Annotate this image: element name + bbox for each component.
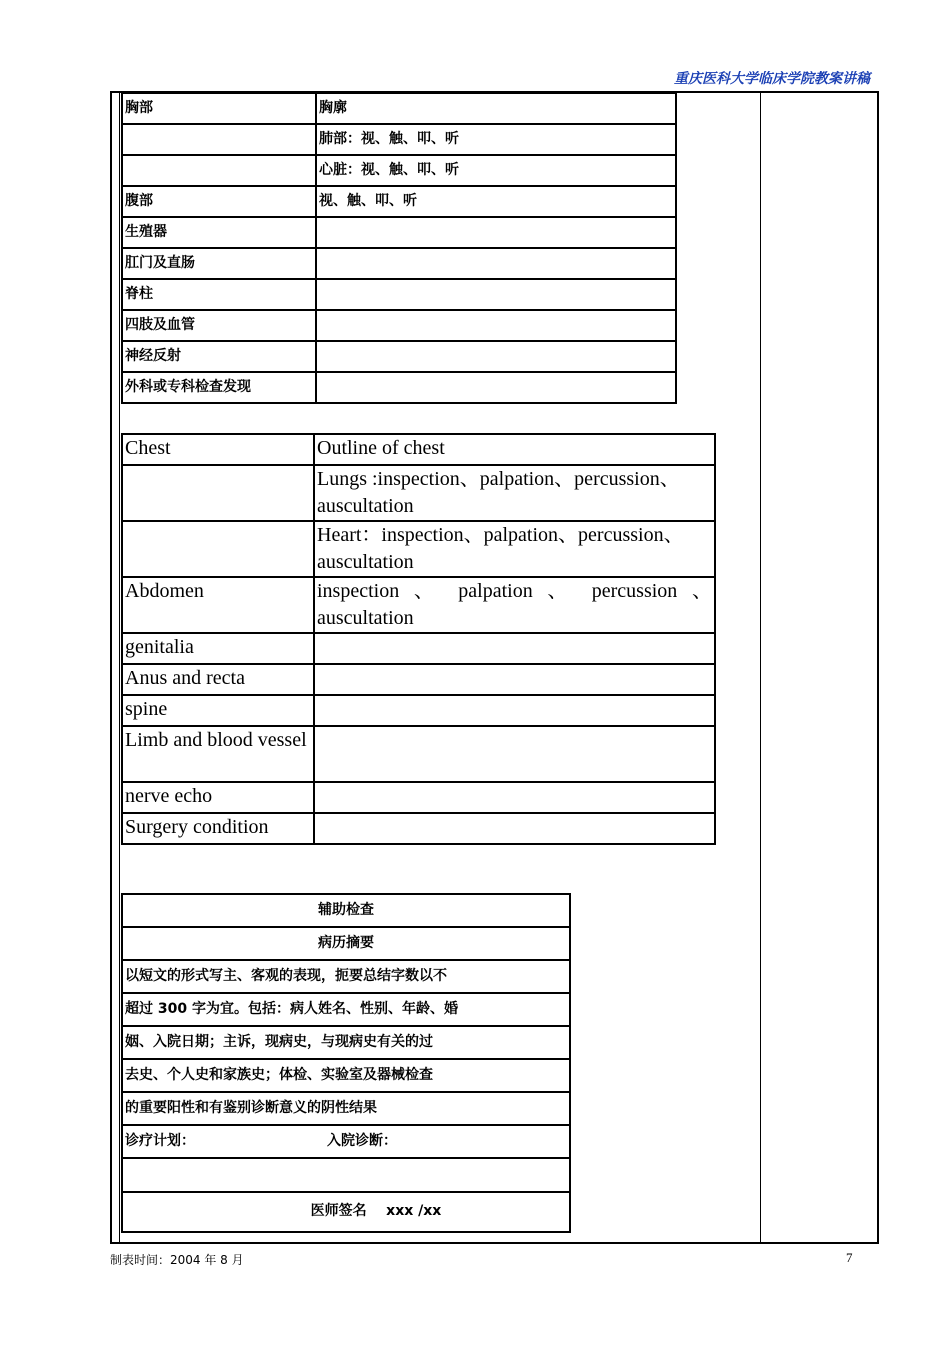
en-table-item-cell: Chest [122, 434, 314, 465]
page-header-title: 重庆医科大学临床学院教案讲稿 [674, 71, 870, 87]
english-exam-table [121, 433, 716, 845]
summary-line-2: 超过 300 字为宜。包括：病人姓名、性别、年龄、婚 [122, 993, 570, 1026]
cn-table-detail-cell: 视、触、叩、听 [316, 186, 676, 217]
en-table-detail-cell [314, 695, 715, 726]
cn-table-item-cell [122, 124, 316, 155]
frame-inner-left-line [119, 91, 120, 1244]
cn-table-detail-cell: 胸廓 [316, 93, 676, 124]
en-table-item-cell: Anus and recta [122, 664, 314, 695]
en-table-detail-cell [314, 633, 715, 664]
cn-table-detail-cell [316, 341, 676, 372]
en-table-row [122, 695, 715, 726]
signature-text: 医师签名 xxx /xx [310, 1203, 442, 1219]
cn-table-row [122, 155, 676, 186]
page-number: 7 [846, 1250, 853, 1265]
frame-right-line [877, 91, 879, 1244]
en-table-detail-cell [314, 726, 715, 782]
cn-table-item-cell: 神经反射 [122, 341, 316, 372]
cn-table-row [122, 217, 676, 248]
en-table-row [122, 726, 715, 782]
diagnosis-label: 入院诊断： [327, 1133, 397, 1149]
plan-diagnosis-row [122, 1125, 570, 1158]
en-table-detail-cell [314, 782, 715, 813]
cn-table-item-cell: 胸部 [122, 93, 316, 124]
en-table-item-cell: Abdomen [122, 577, 314, 633]
cn-table-item-cell: 脊柱 [122, 279, 316, 310]
cn-table-item-cell: 生殖器 [122, 217, 316, 248]
cn-table-detail-cell: 肺部：视、触、叩、听 [316, 124, 676, 155]
cn-table-row [122, 372, 676, 403]
en-table-item-cell [122, 465, 314, 521]
summary-line-1: 以短文的形式写主、客观的表现，扼要总结字数以不 [122, 960, 570, 993]
en-table-detail-cell: Outline of chest [314, 434, 715, 465]
summary-line-5: 的重要阳性和有鉴别诊断意义的阴性结果 [122, 1092, 570, 1125]
cn-table-row [122, 279, 676, 310]
cn-table-item-cell: 外科或专科检查发现 [122, 372, 316, 403]
cn-table-item-cell: 四肢及血管 [122, 310, 316, 341]
cn-table-row [122, 341, 676, 372]
en-table-row [122, 521, 715, 577]
cn-table-row [122, 93, 676, 124]
en-table-row [122, 782, 715, 813]
cn-table-detail-cell [316, 248, 676, 279]
cn-table-row [122, 124, 676, 155]
doctor-signature [122, 1192, 570, 1232]
en-table-row [122, 633, 715, 664]
frame-column-divider [760, 91, 761, 1244]
cn-table-row [122, 248, 676, 279]
summary-line-4: 去史、个人史和家族史；体检、实验室及器械检查 [122, 1059, 570, 1092]
frame-left-line [110, 91, 112, 1244]
en-table-detail-cell: Heart：inspection、palpation、percussion、auscultation [314, 521, 715, 577]
blank-row [122, 1158, 570, 1192]
cn-table-detail-cell [316, 310, 676, 341]
en-table-detail-cell [314, 813, 715, 844]
en-table-row [122, 434, 715, 465]
cn-table-item-cell: 腹部 [122, 186, 316, 217]
plan-label: 诊疗计划： [125, 1133, 195, 1149]
summary-title: 病历摘要 [122, 927, 570, 960]
en-table-item-cell: Limb and blood vessel [122, 726, 314, 782]
en-table-item-cell: spine [122, 695, 314, 726]
en-table-row [122, 465, 715, 521]
aux-title: 辅助检查 [122, 894, 570, 927]
en-table-row [122, 664, 715, 695]
cn-table-item-cell: 肛门及直肠 [122, 248, 316, 279]
frame-bottom-line [110, 1242, 879, 1244]
en-table-item-cell: genitalia [122, 633, 314, 664]
en-table-row [122, 577, 715, 633]
en-table-detail-cell: Lungs :inspection、palpation、percussion、auscultation [314, 465, 715, 521]
en-table-item-cell [122, 521, 314, 577]
cn-table-item-cell [122, 155, 316, 186]
cn-table-detail-cell: 心脏：视、触、叩、听 [316, 155, 676, 186]
en-table-detail-cell [314, 664, 715, 695]
footer-date: 制表时间：2004 年 8 月 [110, 1253, 244, 1267]
summary-line-3: 姻、入院日期；主诉，现病史，与现病史有关的过 [122, 1026, 570, 1059]
chinese-exam-table [121, 92, 677, 404]
en-table-row [122, 813, 715, 844]
cn-table-row [122, 310, 676, 341]
cn-table-row [122, 186, 676, 217]
cn-table-detail-cell [316, 217, 676, 248]
cn-table-detail-cell [316, 372, 676, 403]
en-table-detail-cell: inspection 、 palpation 、 percussion 、 auscultation [314, 577, 715, 633]
cn-table-detail-cell [316, 279, 676, 310]
en-table-item-cell: nerve echo [122, 782, 314, 813]
auxiliary-exam-table [121, 893, 571, 1233]
en-table-item-cell: Surgery condition [122, 813, 314, 844]
